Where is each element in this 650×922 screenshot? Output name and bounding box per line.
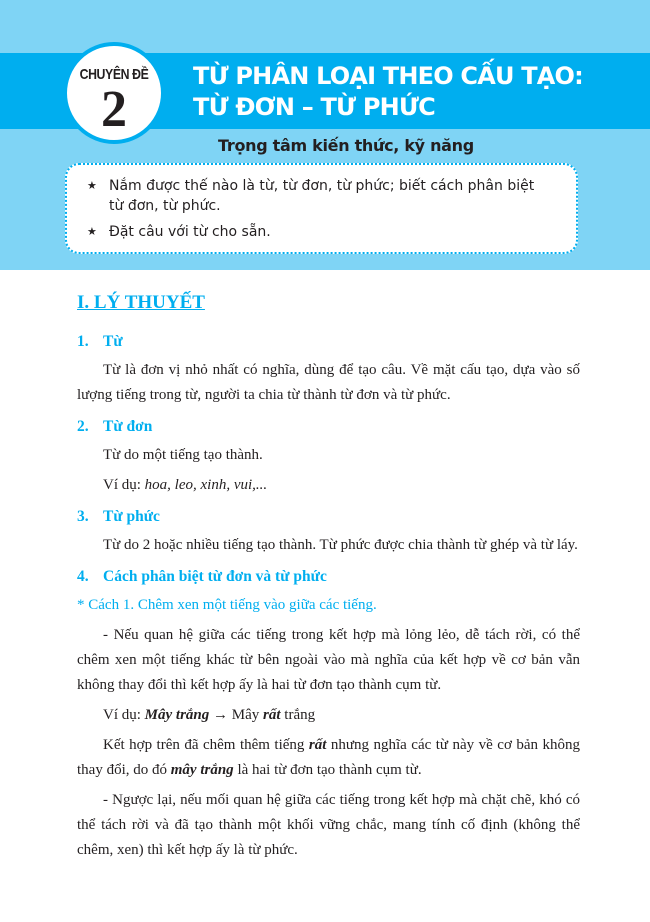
example-label: Ví dụ: (103, 707, 145, 723)
item-number: 1. (77, 333, 89, 350)
item-title: Từ phức (103, 508, 160, 525)
item-title: Cách phân biệt từ đơn và từ phức (103, 568, 327, 585)
example-tail: trắng (280, 707, 316, 723)
topic-badge (63, 42, 165, 144)
item-number: 2. (77, 418, 89, 435)
example-line (77, 703, 580, 728)
item-heading-tu-phuc (77, 504, 580, 529)
item-number: 3. (77, 508, 89, 525)
goal-text: Đặt câu với từ cho sẵn. (109, 224, 271, 240)
goal-item (87, 176, 576, 216)
emphasis: rất (308, 737, 327, 753)
paragraph: Từ do 2 hoặc nhiều tiếng tạo thành. Từ phức được chia thành từ ghép và từ láy. (103, 537, 578, 553)
text-run: Kết hợp trên đã chêm thêm tiếng (103, 737, 309, 753)
title-line-1: TỪ PHÂN LOẠI THEO CẤU TẠO: (193, 62, 583, 90)
text-run: nhưng nghĩa các từ này về cơ bản không thay đổi, do đó (77, 737, 580, 778)
subtitle: Trọng tâm kiến thức, kỹ năng (218, 136, 474, 155)
example-word: Mây trắng (144, 707, 210, 723)
badge-number: 2 (101, 81, 127, 138)
example-insert: rất (263, 707, 281, 723)
badge-label: CHUYÊN ĐỀ (79, 66, 149, 83)
example-value: hoa, leo, xinh, vui,... (144, 477, 268, 493)
example-arrow: → Mây (209, 707, 264, 723)
paragraph: - Ngược lại, nếu mối quan hệ giữa các tiếng trong kết hợp mà chặt chẽ, khó có thể tách rời và đã tạo thành một khối vững chắc, mang tính cố định (không thể chêm, xen) thì kết hợp ấy là từ phức. (77, 792, 580, 858)
main-content (77, 290, 580, 868)
item-heading-phan-biet (77, 564, 580, 589)
example-label: Ví dụ: (103, 477, 145, 493)
paragraph: Từ là đơn vị nhỏ nhất có nghĩa, dùng để tạo câu. Về mặt cấu tạo, dựa vào số lượng tiếng trong từ, người ta chia từ thành từ đơn và từ phức. (77, 362, 580, 403)
paragraph (77, 733, 580, 783)
star-icon: ★ (87, 225, 97, 238)
emphasis: mây trắng (170, 762, 234, 778)
item-title: Từ đơn (103, 418, 153, 435)
section-heading: I. LÝ THUYẾT (77, 292, 205, 313)
goals-box (65, 163, 578, 254)
method-1-heading: * Cách 1. Chêm xen một tiếng vào giữa các tiếng. (77, 597, 377, 613)
example-line (77, 473, 580, 498)
paragraph: Từ do một tiếng tạo thành. (103, 447, 263, 463)
star-icon: ★ (87, 179, 97, 192)
item-heading-tu-don (77, 414, 580, 439)
title-line-2: TỪ ĐƠN – TỪ PHỨC (193, 93, 435, 121)
goal-text: Nắm được thế nào là từ, từ đơn, từ phức; biết cách phân biệt từ đơn, từ phức. (109, 178, 535, 214)
item-title: Từ (103, 333, 123, 350)
item-number: 4. (77, 568, 89, 585)
goal-item (87, 222, 576, 242)
paragraph: - Nếu quan hệ giữa các tiếng trong kết hợp mà lỏng lẻo, dễ tách rời, có thể chêm xen một tiếng khác từ bên ngoài vào mà nghĩa của kết hợp về cơ bản vẫn không thay đổi thì kết hợp ấy là hai từ đơn tạo thành cụm từ. (77, 627, 580, 693)
page-title (193, 61, 583, 123)
text-run: là hai từ đơn tạo thành cụm từ. (233, 762, 422, 778)
item-heading-tu (77, 329, 580, 354)
